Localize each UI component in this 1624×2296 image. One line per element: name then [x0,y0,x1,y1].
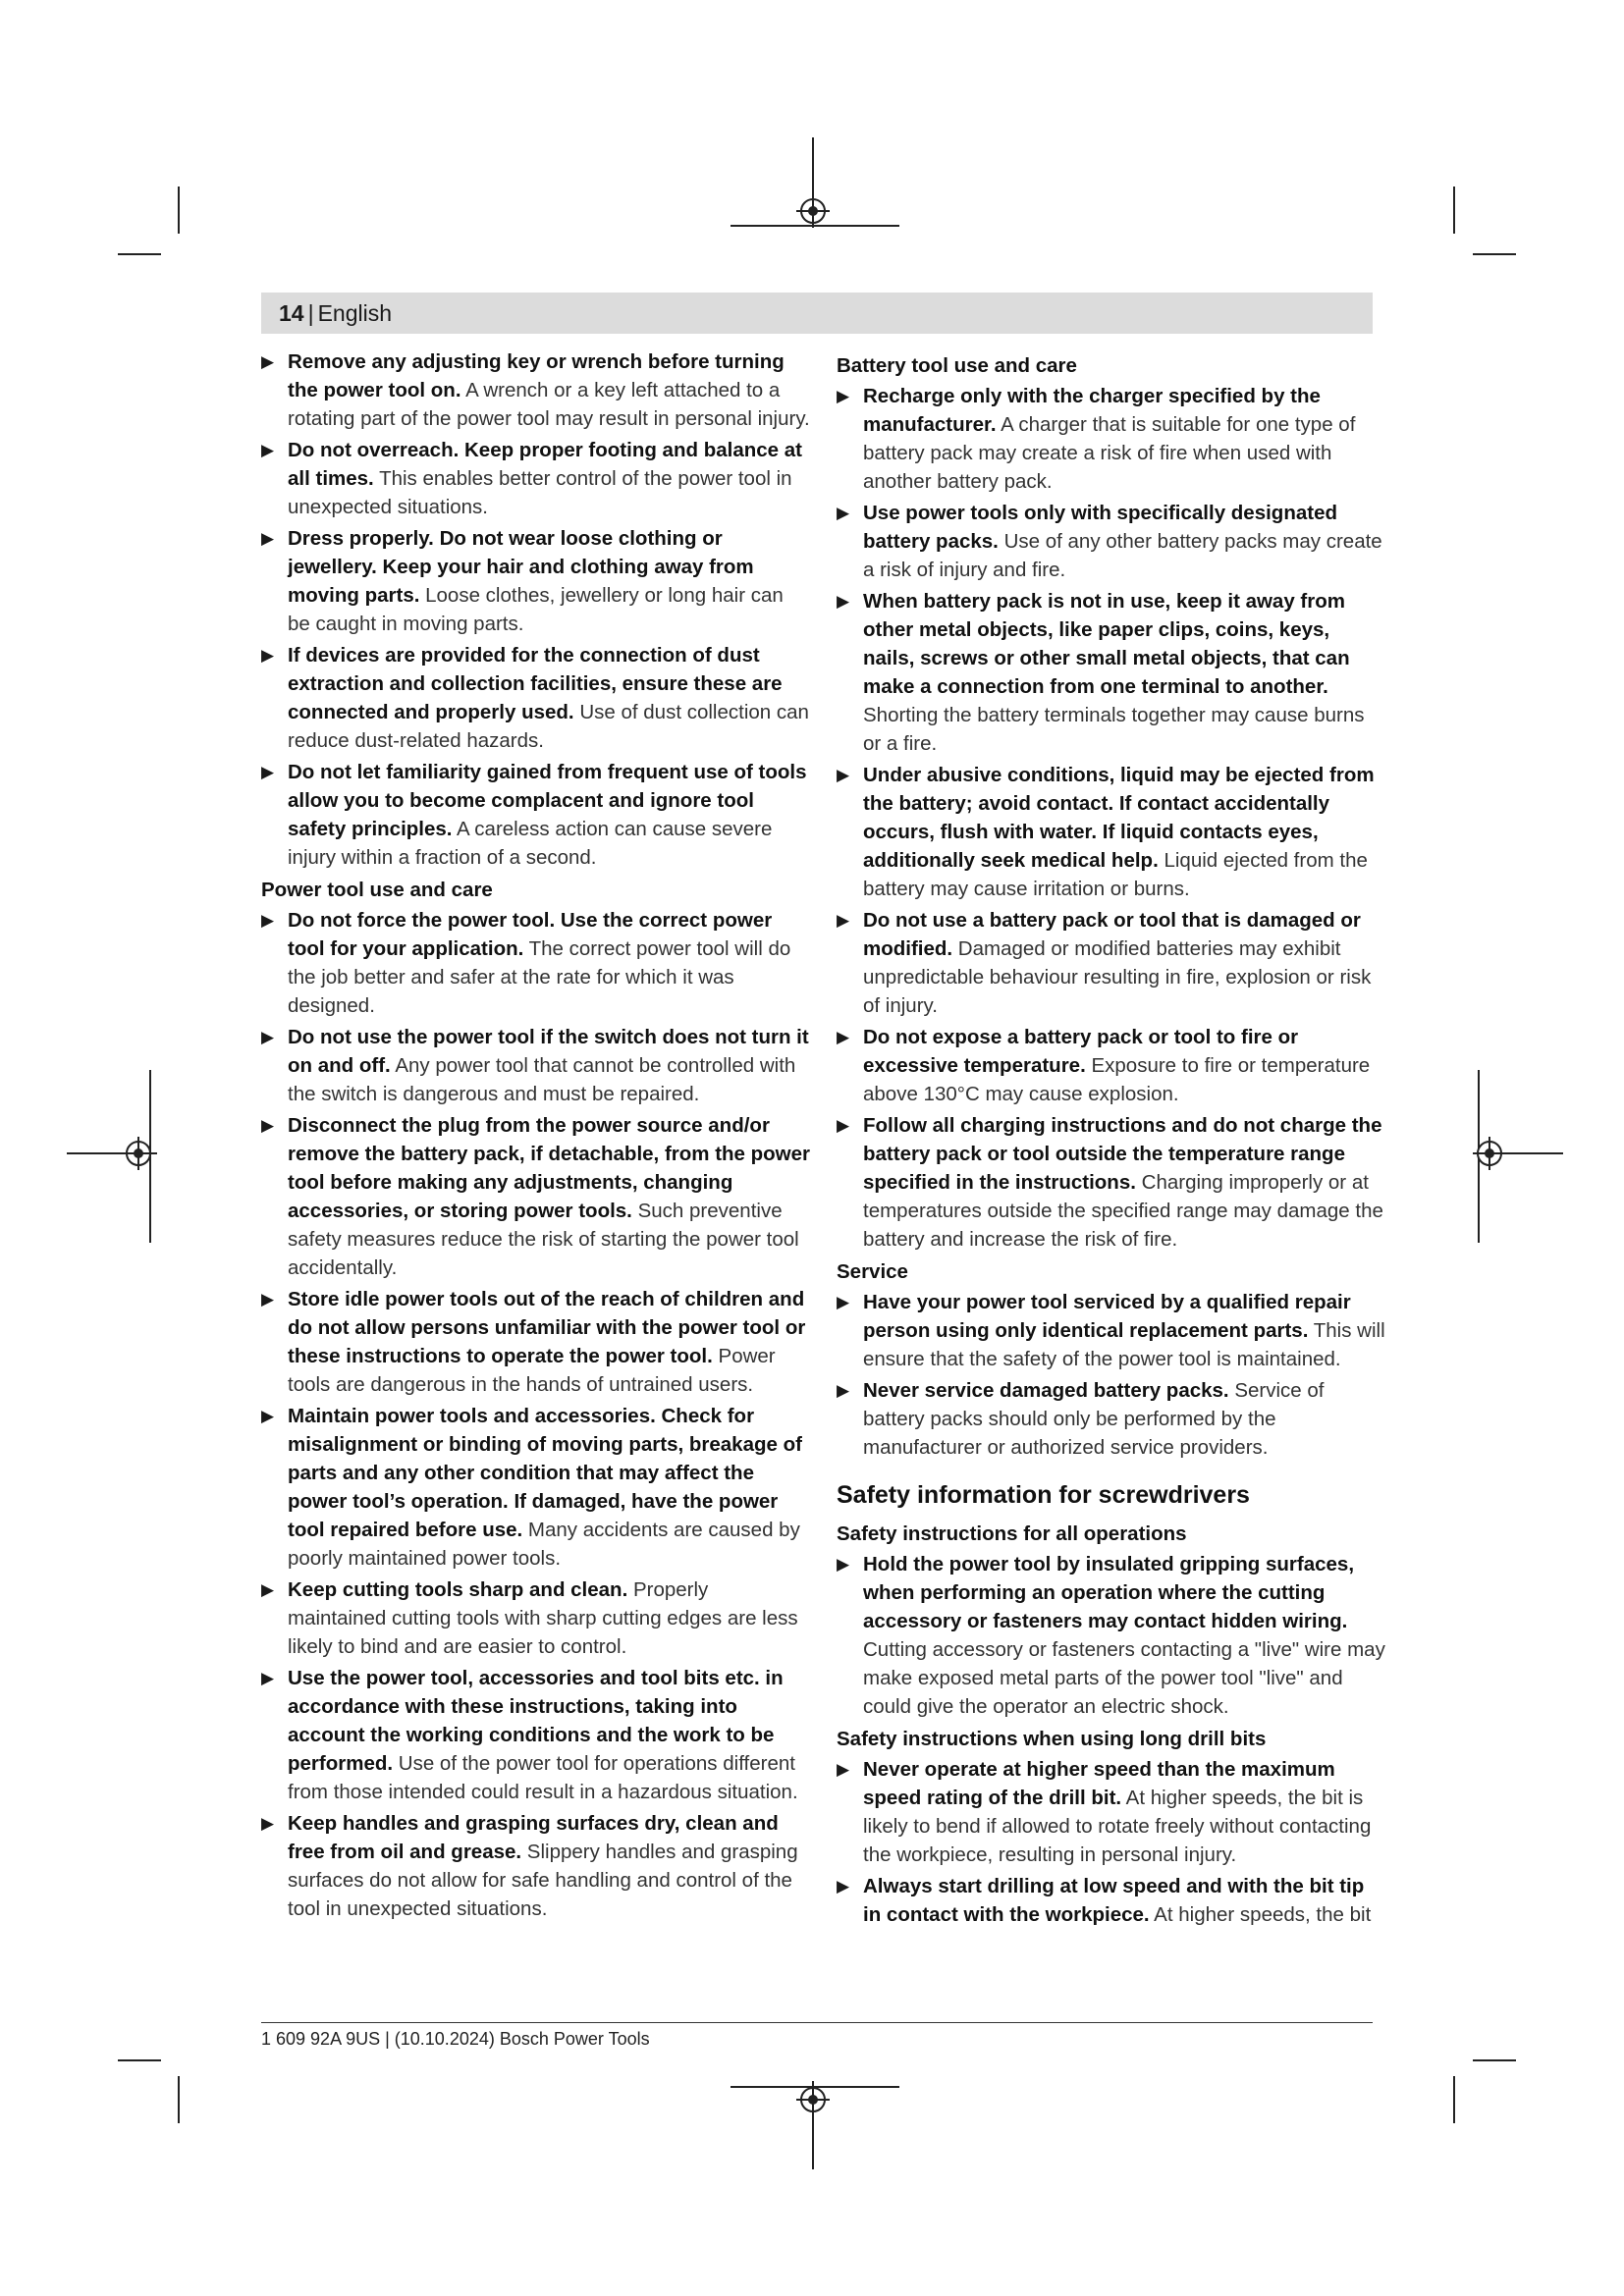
safety-item-heading: Disconnect the plug from the power source and/or remove the battery pack, if detachable, from the power tool before making any adjustments, changing accessories, or storing power tools. [288,1114,811,1222]
right-column [837,347,1386,1932]
bullet-triangle-icon: ▶ [837,766,850,784]
bullet-triangle-icon: ▶ [261,1814,275,1833]
safety-item [261,641,811,755]
safety-item-heading: Recharge only with the charger specified by the manufacturer. [863,385,1321,436]
safety-item [261,1023,811,1108]
safety-item-heading: Always start drilling at low speed and with the bit tip in contact with the workpiece. [863,1875,1365,1926]
safety-item-text: Shorting the battery terminals together may cause burns or a fire. [863,704,1365,755]
safety-item [261,1111,811,1282]
safety-item [837,1550,1386,1721]
bullet-triangle-icon: ▶ [837,1760,850,1779]
safety-item-heading: When battery pack is not in use, keep it away from other metal objects, like paper clips, coins, keys, nails, screws or other small metal objects, that can make a connection from one terminal to another. [863,590,1350,698]
safety-item [837,1376,1386,1462]
safety-item-text: Use of the power tool for operations different from those intended could result in a hazardous situation. [288,1752,798,1803]
registration-mark-icon [126,1141,151,1166]
crop-mark [118,253,161,255]
safety-item-heading: Never service damaged battery packs. [863,1379,1229,1402]
safety-item-text: Cutting accessory or fasteners contacting a "live" wire may make exposed metal parts of the power tool "live" and could give the operator an electric shock. [863,1638,1385,1718]
safety-item-text: Use of any other battery packs may create a risk of injury and fire. [863,530,1382,581]
safety-item-text: At higher speeds, the bit is likely to bend if allowed to rotate freely without contacting the workpiece, resulting in personal injury. [863,1787,1372,1866]
safety-item-text: A wrench or a key left attached to a rotating part of the power tool may result in personal injury. [288,379,810,430]
bullet-triangle-icon: ▶ [837,1293,850,1311]
safety-item [261,1402,811,1573]
safety-item [837,1872,1386,1929]
safety-item-heading: Do not expose a battery pack or tool to fire or excessive temperature. [863,1026,1299,1077]
safety-item-heading: Never operate at higher speed than the maximum speed rating of the drill bit. [863,1758,1335,1809]
safety-item-heading: Remove any adjusting key or wrench before turning the power tool on. [288,350,785,401]
safety-item-heading: Store idle power tools out of the reach of children and do not allow persons unfamiliar with the power tool or these instructions to operate the power tool. [288,1288,806,1367]
page-header [261,293,1373,334]
safety-item [837,1288,1386,1373]
bullet-triangle-icon: ▶ [837,1381,850,1400]
crop-mark [1473,253,1516,255]
header-separator: | [307,299,314,326]
safety-item [837,499,1386,584]
safety-item [837,1755,1386,1869]
safety-item-text: Properly maintained cutting tools with sharp cutting edges are less likely to bind and are easier to control. [288,1578,798,1658]
safety-item-text: This enables better control of the power tool in unexpected situations. [288,467,792,518]
crop-mark [178,187,180,234]
safety-item-heading: Use power tools only with specifically designated battery packs. [863,502,1338,553]
bullet-triangle-icon: ▶ [837,1555,850,1574]
safety-item-heading: Do not force the power tool. Use the correct power tool for your application. [288,909,773,960]
bullet-triangle-icon: ▶ [261,1580,275,1599]
bullet-triangle-icon: ▶ [261,1407,275,1425]
page-footer: 1 609 92A 9US | (10.10.2024) Bosch Power Tools [261,2029,650,2049]
safety-item [837,906,1386,1020]
safety-item-text: This will ensure that the safety of the power tool is maintained. [863,1319,1385,1370]
safety-item-text: Exposure to fire or temperature above 130°C may cause explosion. [863,1054,1371,1105]
safety-item-heading: Use the power tool, accessories and tool bits etc. in accordance with these instructions, taking into account the working conditions and the work to be performed. [288,1667,784,1775]
safety-item [261,1809,811,1923]
safety-item [261,524,811,638]
registration-mark-icon [1477,1141,1502,1166]
safety-item-text: At higher speeds, the bit [1149,1903,1372,1926]
safety-item-heading: Follow all charging instructions and do not charge the battery pack or tool outside the temperature range specified in the instructions. [863,1114,1382,1194]
safety-item-text: Charging improperly or at temperatures outside the specified range may damage the battery and increase the risk of fire. [863,1171,1383,1251]
safety-item-text: Slippery handles and grasping surfaces do not allow for safe handling and control of the tool in unexpected situations. [288,1841,798,1920]
safety-item-heading: Hold the power tool by insulated gripping surfaces, when performing an operation where the cutting accessory or fasteners may contact hidden wiring. [863,1553,1355,1632]
safety-item-text: A careless action can cause severe injury within a fraction of a second. [288,818,773,869]
safety-item-text: Service of battery packs should only be performed by the manufacturer or authorized service providers. [863,1379,1325,1459]
safety-item [261,906,811,1020]
bullet-triangle-icon: ▶ [837,1028,850,1046]
crop-mark [118,2059,161,2061]
safety-item-text: The correct power tool will do the job better and safer at the rate for which it was designed. [288,937,791,1017]
bullet-triangle-icon: ▶ [837,1116,850,1135]
header-language: English [317,299,393,326]
left-column [261,347,811,1926]
safety-item-heading: Keep cutting tools sharp and clean. [288,1578,628,1601]
page-number: 14 [279,299,304,326]
section-title: Safety information for screwdrivers [837,1481,1250,1509]
registration-mark-icon [800,198,826,224]
bullet-triangle-icon: ▶ [261,763,275,781]
safety-item [261,436,811,521]
safety-item [837,1023,1386,1108]
subsection-title: Power tool use and care [261,879,493,901]
safety-item-heading: Do not overreach. Keep proper footing and balance at all times. [288,439,802,490]
bullet-triangle-icon: ▶ [261,646,275,665]
crop-mark [178,2076,180,2123]
crop-mark [1473,2059,1516,2061]
subsection-title: Battery tool use and care [837,354,1077,377]
crop-mark [731,225,899,227]
safety-item-heading: Under abusive conditions, liquid may be ejected from the battery; avoid contact. If contact accidentally occurs, flush with water. If liquid contacts eyes, additionally seek medical help. [863,764,1375,872]
bullet-triangle-icon: ▶ [261,1290,275,1308]
safety-item-heading: Do not use the power tool if the switch does not turn it on and off. [288,1026,809,1077]
bullet-triangle-icon: ▶ [837,911,850,930]
registration-mark-icon [800,2087,826,2112]
safety-item-text: Use of dust collection can reduce dust-related hazards. [288,701,809,752]
safety-item [837,1111,1386,1254]
safety-item-text: Loose clothes, jewellery or long hair can be caught in moving parts. [288,584,784,635]
safety-item-text: Power tools are dangerous in the hands of untrained users. [288,1345,776,1396]
subsection-title: Safety instructions for all operations [837,1522,1187,1545]
safety-item [261,1285,811,1399]
bullet-triangle-icon: ▶ [837,504,850,522]
safety-item [261,1575,811,1661]
safety-item-heading: Do not use a battery pack or tool that is damaged or modified. [863,909,1361,960]
safety-item-heading: Keep handles and grasping surfaces dry, clean and free from oil and grease. [288,1812,779,1863]
footer-rule [261,2022,1373,2023]
bullet-triangle-icon: ▶ [261,529,275,548]
bullet-triangle-icon: ▶ [261,1116,275,1135]
bullet-triangle-icon: ▶ [261,1669,275,1687]
safety-item-heading: Maintain power tools and accessories. Check for misalignment or binding of moving parts, breakage of parts and any other condition that may affect the power tool’s operation. If damaged, have the power tool repaired before use. [288,1405,802,1541]
safety-item-text: A charger that is suitable for one type of battery pack may create a risk of fire when used with another battery pack. [863,413,1356,493]
bullet-triangle-icon: ▶ [261,441,275,459]
safety-item [837,761,1386,903]
safety-item-heading: If devices are provided for the connection of dust extraction and collection facilities, ensure these are connected and properly used. [288,644,783,723]
bullet-triangle-icon: ▶ [837,592,850,611]
bullet-triangle-icon: ▶ [261,1028,275,1046]
safety-item-text: Any power tool that cannot be controlled with the switch is dangerous and must be repaired. [288,1054,796,1105]
subsection-title: Service [837,1260,908,1283]
safety-item-text: Such preventive safety measures reduce the risk of starting the power tool accidentally. [288,1200,799,1279]
bullet-triangle-icon: ▶ [837,1877,850,1896]
safety-item-text: Damaged or modified batteries may exhibit unpredictable behaviour resulting in fire, explosion or risk of injury. [863,937,1372,1017]
safety-item-text: Many accidents are caused by poorly maintained power tools. [288,1519,800,1570]
safety-item [261,347,811,433]
safety-item [837,382,1386,496]
safety-item-heading: Do not let familiarity gained from frequent use of tools allow you to become complacent and ignore tool safety principles. [288,761,807,840]
crop-mark [1453,2076,1455,2123]
subsection-title: Safety instructions when using long drill bits [837,1728,1267,1750]
safety-item-heading: Have your power tool serviced by a qualified repair person using only identical replacement parts. [863,1291,1351,1342]
safety-item-heading: Dress properly. Do not wear loose clothing or jewellery. Keep your hair and clothing away from moving parts. [288,527,754,607]
bullet-triangle-icon: ▶ [261,352,275,371]
crop-mark [1453,187,1455,234]
bullet-triangle-icon: ▶ [837,387,850,405]
safety-item [837,587,1386,758]
safety-item-text: Liquid ejected from the battery may cause irritation or burns. [863,849,1368,900]
safety-item [261,1664,811,1806]
bullet-triangle-icon: ▶ [261,911,275,930]
safety-item [261,758,811,872]
